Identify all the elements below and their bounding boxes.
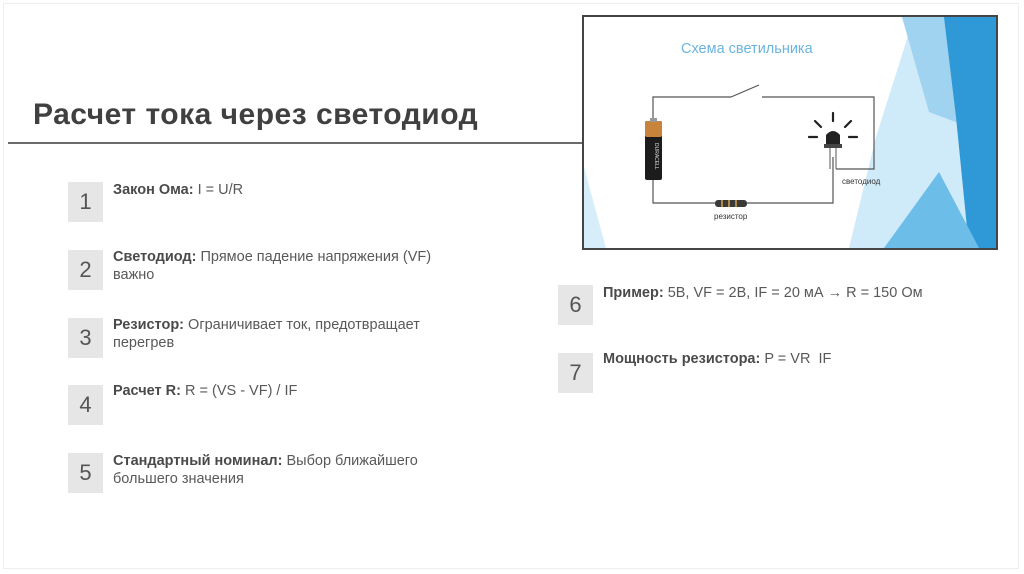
resistor-icon bbox=[715, 200, 747, 207]
item-text bbox=[113, 382, 473, 400]
item-number-badge: 6 bbox=[558, 285, 593, 325]
resistor-band bbox=[721, 200, 723, 207]
item-text bbox=[113, 316, 475, 352]
wire-top-left bbox=[653, 97, 731, 121]
decor-corner-panel bbox=[584, 167, 606, 248]
item-description: Ограничивает ток, предотвращает перегрев bbox=[113, 317, 420, 351]
led-icon bbox=[826, 131, 840, 145]
item-description: R = (VS - VF) / IF bbox=[180, 383, 298, 399]
resistor-band bbox=[735, 200, 737, 207]
item-number-badge: 2 bbox=[68, 250, 103, 290]
wire-bottom-left bbox=[653, 180, 715, 203]
item-number-badge: 7 bbox=[558, 353, 593, 393]
item-number-badge: 3 bbox=[68, 318, 103, 358]
battery-label: DURACELL bbox=[653, 143, 659, 170]
battery-cap bbox=[645, 121, 662, 137]
switch-lever bbox=[731, 85, 759, 97]
wire-top-right bbox=[762, 97, 874, 169]
item-text bbox=[603, 284, 1003, 302]
item-text bbox=[113, 248, 475, 284]
item-description: Прямое падение напряжения (VF) важно bbox=[113, 249, 432, 283]
item-number-badge: 1 bbox=[68, 182, 103, 222]
item-label: Пример: bbox=[603, 285, 664, 301]
item-text bbox=[113, 181, 473, 199]
resistor-label: резистор bbox=[714, 212, 748, 221]
item-description: P = VR IF bbox=[760, 351, 832, 367]
led-label: светодиод bbox=[842, 177, 881, 186]
slide-title: Расчет тока через светодиод bbox=[33, 98, 479, 131]
title-underline bbox=[8, 142, 582, 144]
resistor-band bbox=[728, 200, 730, 207]
figure-title: Схема светильника bbox=[681, 41, 813, 57]
item-description: 5В, VF = 2В, IF = 20 мА → R = 150 Ом bbox=[663, 285, 923, 301]
item-text bbox=[113, 452, 458, 488]
battery-terminal bbox=[650, 118, 657, 122]
circuit-figure bbox=[582, 15, 998, 250]
item-number-badge: 4 bbox=[68, 385, 103, 425]
item-label: Закон Ома: bbox=[113, 182, 194, 198]
item-label: Стандартный номинал: bbox=[113, 453, 283, 469]
item-label: Расчет R: bbox=[113, 383, 181, 399]
item-label: Мощность резистора: bbox=[603, 351, 761, 367]
item-label: Резистор: bbox=[113, 317, 185, 333]
led-base bbox=[824, 144, 842, 148]
wire-bottom-right bbox=[747, 157, 833, 203]
item-description: Выбор ближайшего большего значения bbox=[113, 453, 418, 487]
item-description: I = U/R bbox=[193, 182, 244, 198]
item-label: Светодиод: bbox=[113, 249, 197, 265]
item-text bbox=[603, 350, 1003, 368]
item-number-badge: 5 bbox=[68, 453, 103, 493]
